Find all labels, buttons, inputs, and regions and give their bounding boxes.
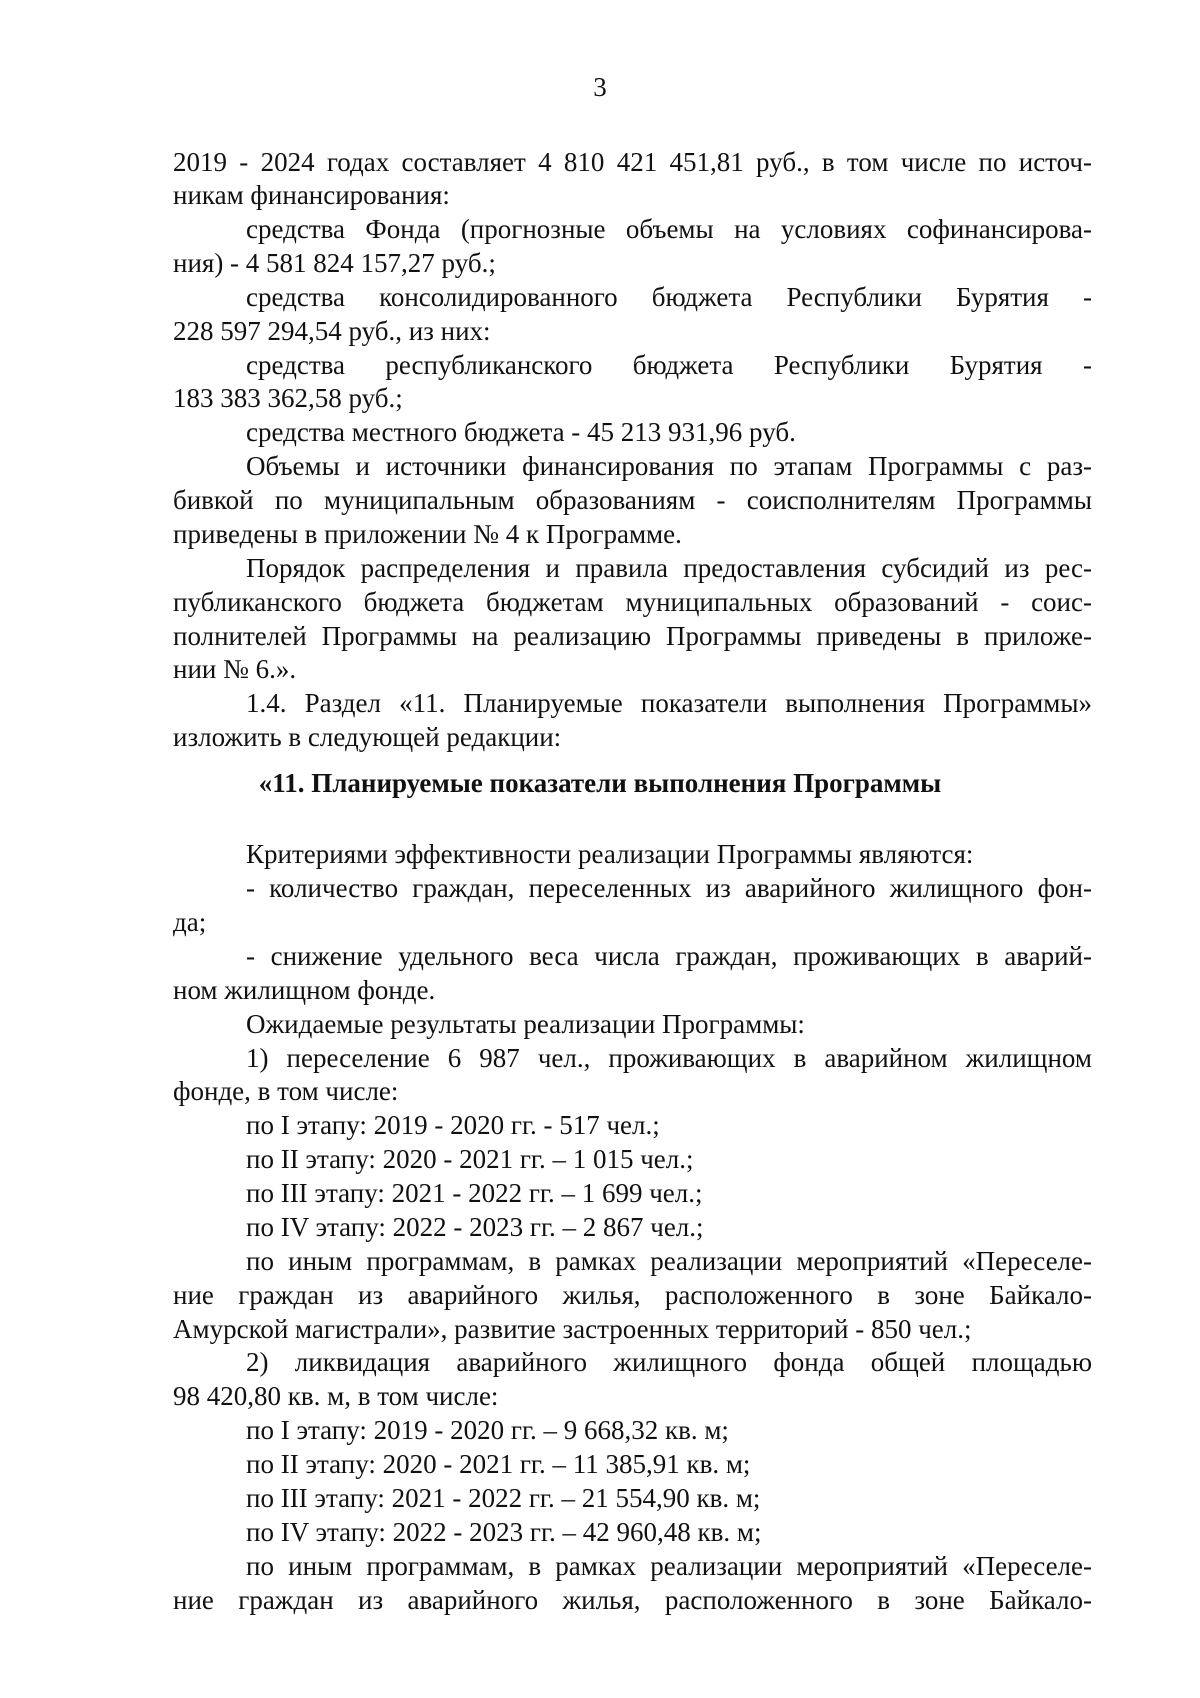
text-line: по IV этапу: 2022 - 2023 гг. – 42 960,48 кв. м; [246,1517,762,1547]
text-line: по III этапу: 2021 - 2022 гг. – 1 699 чел.; [246,1178,703,1208]
text-line: фонде, в том числе: [173,1076,399,1106]
text-line: 228 597 294,54 руб., из них: [173,316,491,346]
text-line: по иным программам, в рамках реализации мероприятий «Переселе- [246,1246,1092,1276]
text-line: 98 420,80 кв. м, в том числе: [173,1381,499,1411]
text-line: Ожидаемые результаты реализации Программы: [246,1009,805,1039]
text-line: изложить в следующей редакции: [173,722,562,752]
text-line: 2) ликвидация аварийного жилищного фонда общей площадью [246,1347,1092,1377]
text-line: средства республиканского бюджета Республики Бурятия - [246,350,1092,380]
text-line: да; [173,907,207,937]
text-line: ние граждан из аварийного жилья, расположенного в зоне Байкало- [173,1280,1092,1310]
text-line: 1.4. Раздел «11. Планируемые показатели выполнения Программы» [246,688,1092,718]
text-line: по II этапу: 2020 - 2021 гг. – 11 385,91 кв. м; [246,1449,751,1479]
text-line: Порядок распределения и правила предоставления субсидий из рес- [246,553,1092,583]
text-line: нии № 6.». [173,654,297,684]
section-heading: «11. Планируемые показатели выполнения Программы [258,768,942,798]
text-line: - количество граждан, переселенных из аварийного жилищного фон- [246,873,1092,903]
text-line: 183 383 362,58 руб.; [173,383,403,413]
text-line: по IV этапу: 2022 - 2023 гг. – 2 867 чел.; [246,1212,704,1242]
text-line: - снижение удельного веса числа граждан, проживающих в аварий- [246,941,1092,971]
text-line: ние граждан из аварийного жилья, расположенного в зоне Байкало- [173,1585,1092,1615]
text-line: по I этапу: 2019 - 2020 гг. – 9 668,32 кв. м; [246,1415,729,1445]
text-line: никам финансирования: [173,180,450,210]
text-line: по III этапу: 2021 - 2022 гг. – 21 554,90 кв. м; [246,1483,761,1513]
text-line: бивкой по муниципальным образованиям - соисполнителям Программы [173,485,1092,515]
page-number: 3 [593,72,607,102]
text-line: по I этапу: 2019 - 2020 гг. - 517 чел.; [246,1110,660,1140]
text-line: средства Фонда (прогнозные объемы на условиях софинансирова- [246,214,1092,244]
text-line: средства консолидированного бюджета Республики Бурятия - [246,282,1092,312]
text-line: ния) - 4 581 824 157,27 руб.; [173,248,496,278]
text-line: по иным программам, в рамках реализации мероприятий «Переселе- [246,1551,1092,1581]
text-line: ном жилищном фонде. [173,975,436,1005]
text-line: средства местного бюджета - 45 213 931,96 руб. [246,417,796,447]
text-line: Объемы и источники финансирования по этапам Программы с раз- [246,451,1092,481]
text-line: Критериями эффективности реализации Программы являются: [246,839,974,869]
text-line: 2019 - 2024 годах составляет 4 810 421 451,81 руб., в том числе по источ- [173,147,1092,177]
text-line: публиканского бюджета бюджетам муниципальных образований - соис- [173,587,1092,617]
text-line: по II этапу: 2020 - 2021 гг. – 1 015 чел.; [246,1144,694,1174]
text-line: приведены в приложении № 4 к Программе. [173,519,682,549]
text-line: 1) переселение 6 987 чел., проживающих в аварийном жилищном [246,1043,1092,1073]
text-line: полнителей Программы на реализацию Программы приведены в приложе- [173,621,1092,651]
text-line: Амурской магистрали», развитие застроенных территорий - 850 чел.; [173,1314,972,1344]
